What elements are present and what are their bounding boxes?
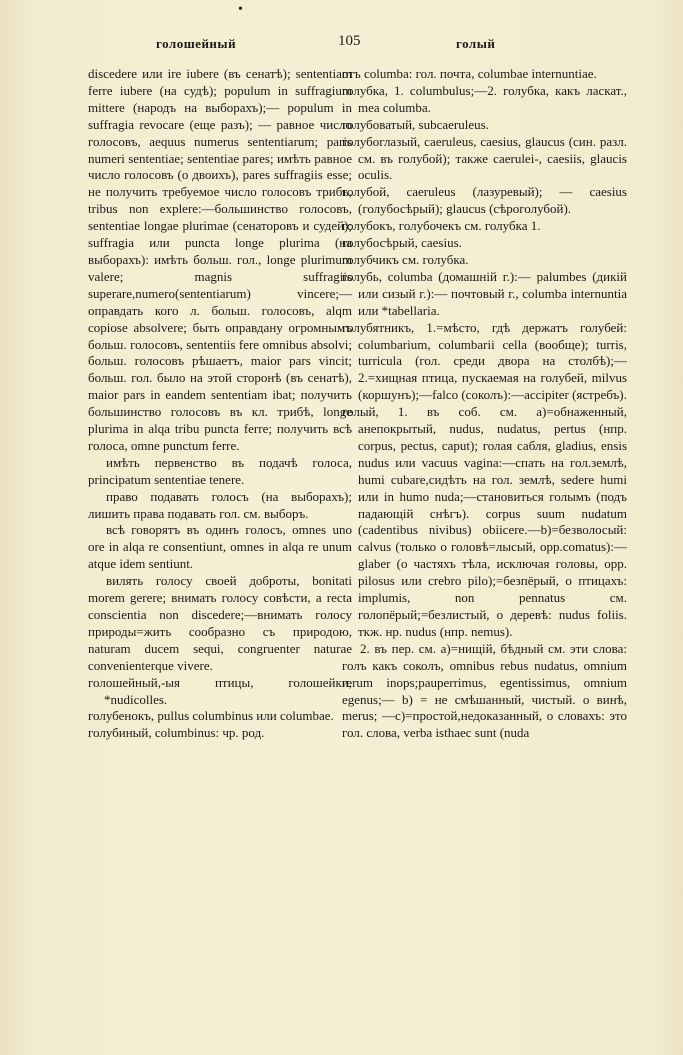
entry-paragraph: всѣ говорятъ въ одинъ голосъ, omnes uno ore in alqa re consentiunt, omnes in alqa re unum atque idem sentiunt. [88,522,352,572]
left-column [88,66,352,742]
entry-paragraph: имѣть первенство въ подачѣ голоса, principatum sententiae tenere. [88,454,352,487]
entry-headword: голубчикъ см. голубка. [342,251,469,267]
entry-headword: голубоватый, subcaeruleus. [342,116,489,132]
entry-headword: голубятникъ, 1.=мѣсто, гдѣ держатъ голубей: columbarium, columbarii cella (вообще); turris, turricula (гол. среди двора на столбѣ);—2.=хищная птица, пускаемая на голубей, milvus (коршунъ);—falco (соколъ):—accipiter (ястребъ). [342,319,627,403]
right-column [342,66,627,742]
entry-paragraph: 2. въ пер. см. а)=нищій, бѣдный см. эти слова: голъ какъ соколъ, omnibus rebus nudatus, omnium rerum inops;pauperrimus, egentissimus, omnium egenus;— b) = не смѣшанный, чистый. о винѣ, merus; —c)=простой,недоказанный, о словахъ: это гол. слова, verba isthaec sunt (nuda [342,640,627,741]
entry-paragraph: discedere или ire iubere (въ сенатѣ); sententiam ferre iubere (на судѣ); populum in suffragium mittere (народъ на выборахъ);— populum in suffragia revocare (еще разъ); — равное число голосовъ, aequus numerus sententiarum; paris numeri sententiae; sententiae pares; имѣть равное число голосовъ (о двоихъ), pares suffragiis esse; не получить требуемое число голосовъ трибъ, tribus non explere:—большинство голосовъ, sententiae longae plurimae (сенаторовъ и судей); suffragia или puncta longe plurima (на выборахъ): имѣть больш. гол., longe plurimum valere; magnis suffragiis superare,numero(sententiarum) vincere;—оправдать кого л. больш. голосовъ, alqm copiose absolvere; быть оправдану огромнымъ больш. голосовъ, sententiis fere omnibus absolvi; больш. голосовъ рѣшаетъ, maior pars vincit; больш. гол. было на этой сторонѣ (въ сенатѣ), maior pars in eandem sententiam ibat; получить большинство голосовъ въ кл. трибѣ, longe plurima in alqa tribu puncta ferre; получить всѣ голоса, omne punctum ferre. [88,66,352,453]
entry-headword: голубь, columba (домашній г.):— palumbes (дикій или сизый г.):— почтовый г., columba internuntia или *tabellaria. [342,268,627,318]
header-left-word: голошейный [156,36,237,51]
entry-headword: голубка, 1. columbulus;—2. голубка, какъ ласкат., mea columba. [342,82,627,115]
entry-headword: голубокъ, голубочекъ см. голубка 1. [342,218,541,234]
entry-headword: голубой, caeruleus (лазуревый); — caesius (голубосѣрый); glaucus (сѣроголубой). [342,184,627,217]
entry-paragraph: вилять голосу своей доброты, bonitati morem gerere; внимать голосу совѣсти, a recta conscientia non discedere;—внимать голосу природы=жить сообразно съ природою, naturam ducem sequi, congruenter naturae convenienterque vivere. [88,573,352,673]
speck-mark: • [238,2,243,17]
entry-headword: голубосѣрый, caesius. [342,235,462,251]
entry-headword: голубиный, columbinus: чр. род. [88,725,265,741]
entry-headword: голубенокъ, pullus columbinus или columbae. [88,708,334,724]
page-number: 105 [338,33,361,49]
entry-paragraph: отъ columba: гол. почта, columbae internuntiae. [342,66,597,81]
entry-headword: голошейный,-ыя птицы, голошейки, *nudicolles. [88,674,352,707]
header-right-word: голый [456,36,496,51]
running-header [84,33,655,56]
entry-headword: голубоглазый, caeruleus, caesius, glaucus (син. разл. см. въ голубой); также caerulei-, caesiis, glaucis oculis. [342,133,627,183]
entry-headword: голый, 1. въ соб. см. а)=обнаженный, анепокрытый, nudus, nudatus, pertus (нпр. corpus, pectus, caput); голая сабля, gladius, ensis nudus или vacuus vagina:—спать на гол.землѣ, humi cubare,сидѣть на гол. землѣ, sedere humi или in humo nuda;—становиться голымъ (подъ падающій снѣгъ). corpus suum nudatum (cadentibus nivibus) obiicere.—b)=безволосый: calvus (только о головѣ=лысый, opp.comatus):—glaber (о частяхъ тѣла, исключая головы, opp. pilosus или crebro pilo);=безпёрый, о птицахъ: implumis, non pennatus см. голопёрый;=безлистый, о деревѣ: nudus foliis. ткж. нр. nudus (нпр. nemus). [342,404,627,639]
entry-paragraph: право подавать голосъ (на выборахъ); лишить права подавать гол. см. выборъ. [88,488,352,521]
